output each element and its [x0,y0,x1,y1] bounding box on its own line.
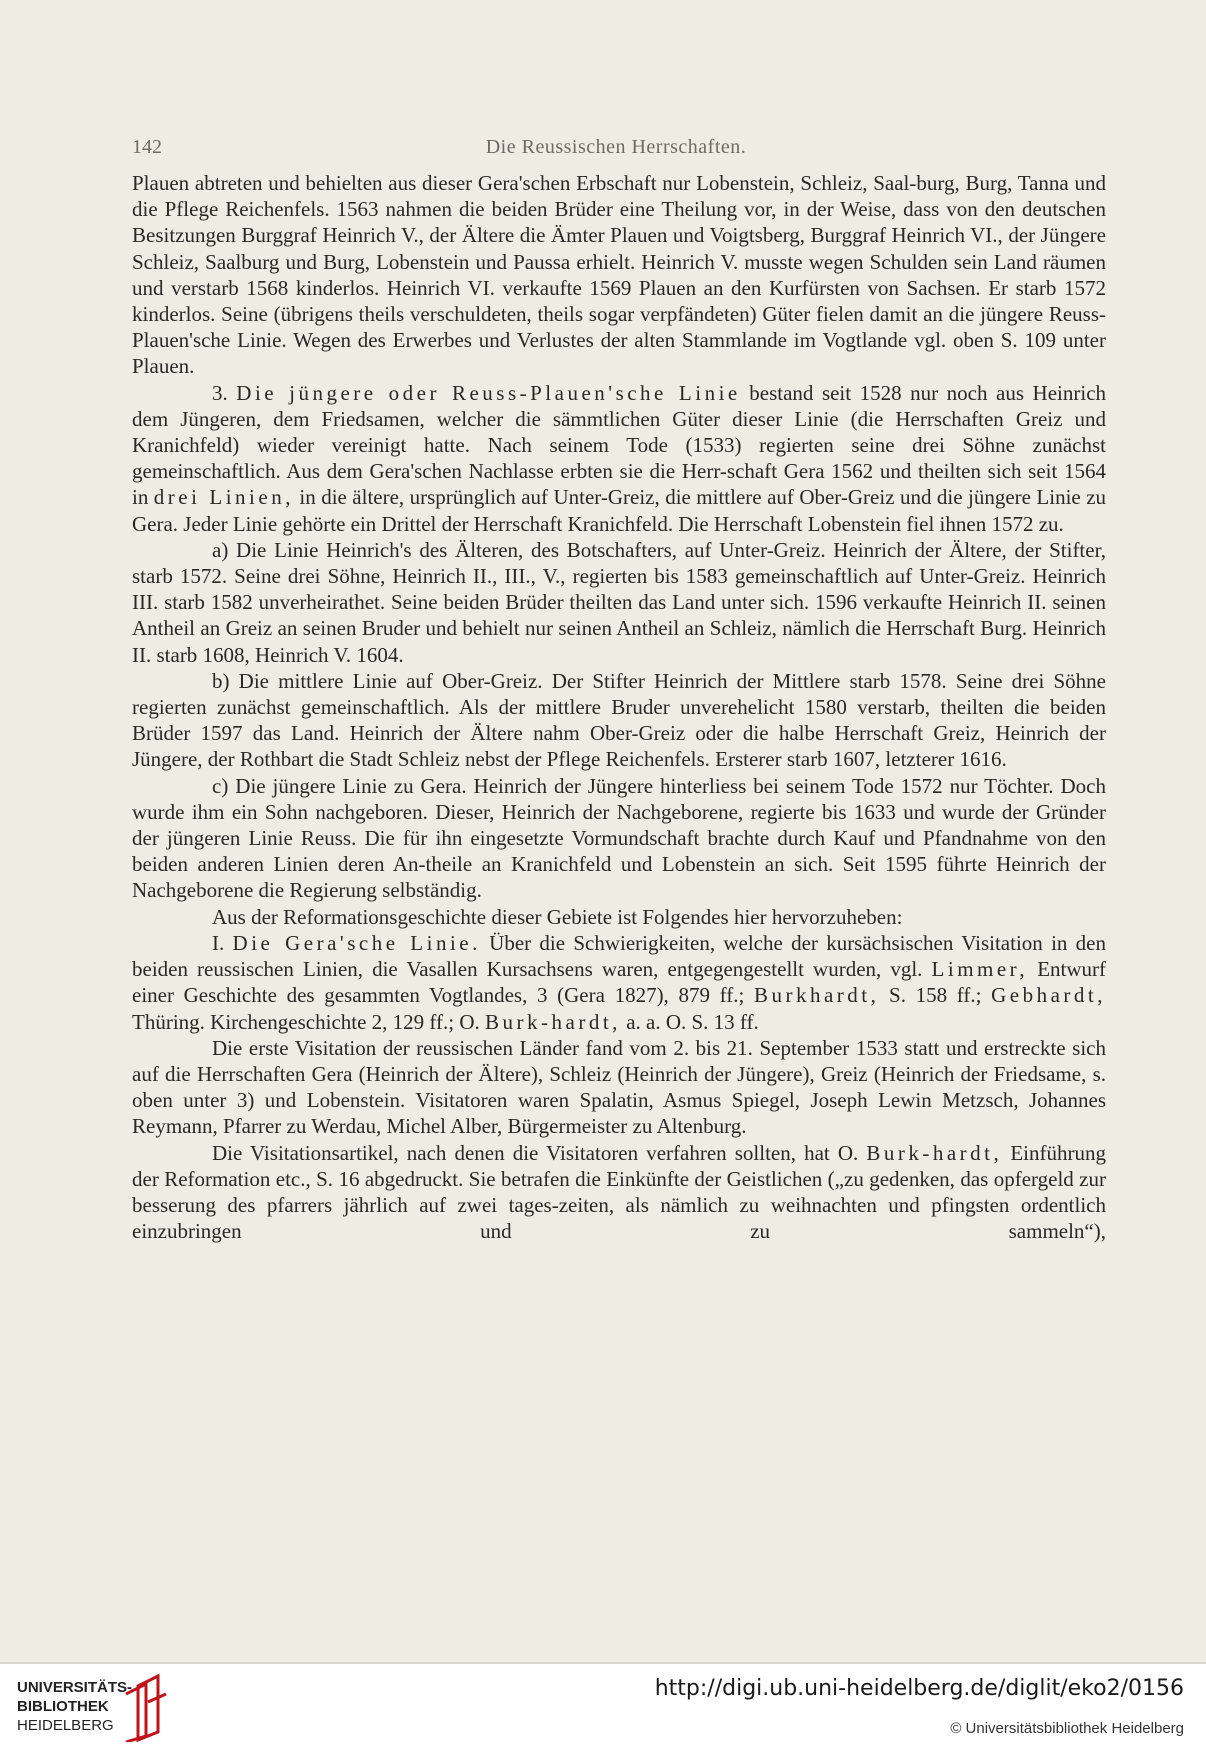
paragraph-7-text: a. a. O. S. 13 ff. [626,1009,759,1034]
paragraph-5: c) Die jüngere Linie zu Gera. Heinrich der Jüngere hinterliess bei seinem Tode 1572 nur Töchter. Doch wurde ihm ein Sohn nachgeboren. Dieser, Heinrich der Nachgeborene, regierte bis 1633 und wurde der Gründer der jüngeren Linie Reuss. Die für ihn eingesetzte Vormundschaft brachte durch Kauf und Pfandnahme von den beiden anderen Linien deren An-theile an Kranichfeld und Lobenstein an sich. Seit 1595 führte Heinrich der Nachgeborene die Regierung selbständig. [132,773,1106,903]
logo-line-1: UNIVERSITÄTS- [17,1679,133,1696]
paragraph-7-text: Entwurf einer Geschichte des gesammten Vogtlandes, 3 (Gera 1827), 879 ff.; [132,957,1107,1008]
paragraph-7-text: Thüring. Kirchengeschichte 2, 129 ff.; O. [132,1009,480,1034]
paragraph-7-text: S. 158 ff.; [889,983,982,1008]
paragraph-8: Die erste Visitation der reussischen Länder fand vom 2. bis 21. September 1533 statt und erstreckte sich auf die Herrschaften Gera (Heinrich der Ältere), Schleiz (Heinrich der Jüngere), Greiz (Heinrich der Friedsame, s. oben unter 3) und Lobenstein. Visitatoren waren Spalatin, Asmus Spiegel, Joseph Lewin Metzsch, Johannes Reymann, Pfarrer zu Werdau, Michel Alber, Bürgermeister zu Altenburg. [132,1035,1106,1139]
footer-divider [0,1662,1206,1664]
author-name: Limmer, [931,957,1029,982]
paragraph-7 [132,930,1106,1035]
paragraph-7-text: Über die Schwierigkeiten, welche der kursächsischen Visitation in den beiden reussischen Linien, die Vasallen Kursachsens waren, entgegengestellt wurden, vgl. [132,930,1107,982]
logo-line-3: HEIDELBERG [17,1717,114,1734]
page-number: 142 [132,136,162,158]
paragraph-1: Plauen abtreten und behielten aus dieser Gera'schen Erbschaft nur Lobenstein, Schleiz, Saal-burg, Burg, Tanna und die Pflege Reichenfels. 1563 nahmen die beiden Brüder eine Theilung vor, in der Weise, dass von den deutschen Besitzungen Burggraf Heinrich V., der Ältere die Ämter Plauen und Voigtsberg, Burggraf Heinrich VI., der Jüngere Schleiz, Saalburg und Burg, Lobenstein und Paussa erhielt. Heinrich V. musste wegen Schulden sein Land räumen und verstarb 1568 kinderlos. Heinrich VI. verkaufte 1569 Plauen an den Kurfürsten von Sachsen. Er starb 1572 kinderlos. Seine (übrigens theils verschuldeten, theils sogar verpfändeten) Güter fielen damit an die jüngere Reuss-Plauen'sche Linie. Wegen des Erwerbes und Verlustes der alten Stammlande im Vogtlande vgl. oben S. 109 unter Plauen. [132,171,1106,379]
logo-line-2: BIBLIOTHEK [17,1698,109,1715]
paragraph-9 [132,1140,1106,1245]
spaced-heading: Die Gera'sche Linie. [232,930,481,955]
library-footer [0,1662,1206,1751]
author-name: Gebhardt, [991,983,1107,1008]
paragraph-3: a) Die Linie Heinrich's des Älteren, des Botschafters, auf Unter-Greiz. Heinrich der Ältere, der Stifter, starb 1572. Seine drei Söhne, Heinrich II., III., V., regierten bis 1583 gemeinschaftlich auf Unter-Greiz. Heinrich III. starb 1582 unverheirathet. Seine beiden Brüder theilten das Land unter sich. 1596 verkaufte Heinrich II. seinen Antheil an Greiz an seinen Bruder und behielt nur seinen Antheil an Schleiz, nämlich die Herrschaft Burg. Heinrich II. starb 1608, Heinrich V. 1604. [132,537,1106,667]
paragraph-2-text-cont: in die ältere, ursprünglich auf Unter-Greiz, die mittlere auf Ober-Greiz und die jüngere Linie zu Gera. Jeder Linie gehörte ein Drittel der Herrschaft Kranichfeld. Die Herrschaft Lobenstein fiel ihnen 1572 zu. [132,485,1107,536]
author-name: Burkhardt, [753,983,880,1008]
section-number: 3. [212,380,228,405]
paragraph-9-text-cont: Einführung der Reformation etc., S. 16 abgedruckt. Sie betrafen die Einkünfte der Geistlichen („zu gedenken, das opfergeld zur besserung des pfarrers jährlich auf zwei tages-zeiten, als nämlich zu weihnachten und pfingsten ordentlich einzubringen und zu sammeln“), [132,1140,1106,1244]
library-logo-icon [118,1672,170,1742]
permalink-url[interactable]: http://digi.ub.uni-heidelberg.de/diglit/eko2/0156 [654,1676,1184,1701]
running-head: Die Reussischen Herrschaften. [485,136,747,158]
paragraph-2 [132,380,1106,537]
spaced-heading: Die jüngere oder Reuss-Plauen'sche Linie [236,380,741,405]
library-logo-text [17,1678,132,1735]
paragraph-9-text: Die Visitationsartikel, nach denen die Visitatoren verfahren sollten, hat O. [212,1140,859,1165]
paragraph-4: b) Die mittlere Linie auf Ober-Greiz. Der Stifter Heinrich der Mittlere starb 1578. Seine drei Söhne regierten zunächst gemeinschaftlich. Als der mittlere Bruder unverehelicht 1580 verstarb, theilten die beiden Brüder 1597 das Land. Heinrich der Ältere nahm Ober-Greiz oder die halbe Herrschaft Greiz, Heinrich der Jüngere, der Rothbart die Stadt Schleiz nebst der Pflege Reichenfels. Ersterer starb 1607, letzterer 1616. [132,668,1106,772]
spaced-emphasis: drei Linien, [153,485,294,510]
author-name: Burk-hardt, [866,1140,1003,1165]
section-number: I. [212,930,225,955]
paragraph-2-text: bestand seit 1528 nur noch aus Heinrich dem Jüngeren, dem Friedsamen, welcher die sämmtlichen Güter dieser Linie (die Herrschaften Greiz und Kranichfeld) wieder vereinigt hatte. Nach seinem Tode (1533) regierten seine drei Söhne zunächst gemeinschaftlich. Aus dem Gera'schen Nachlasse erbten sie die Herr-schaft Gera 1562 und theilten sich seit 1564 in [132,380,1107,510]
author-name: Burk-hardt, [485,1009,621,1034]
paragraph-6: Aus der Reformationsgeschichte dieser Gebiete ist Folgendes hier hervorzuheben: [212,904,903,929]
copyright-notice: © Universitätsbibliothek Heidelberg [950,1720,1184,1737]
body-text [132,170,1106,1244]
